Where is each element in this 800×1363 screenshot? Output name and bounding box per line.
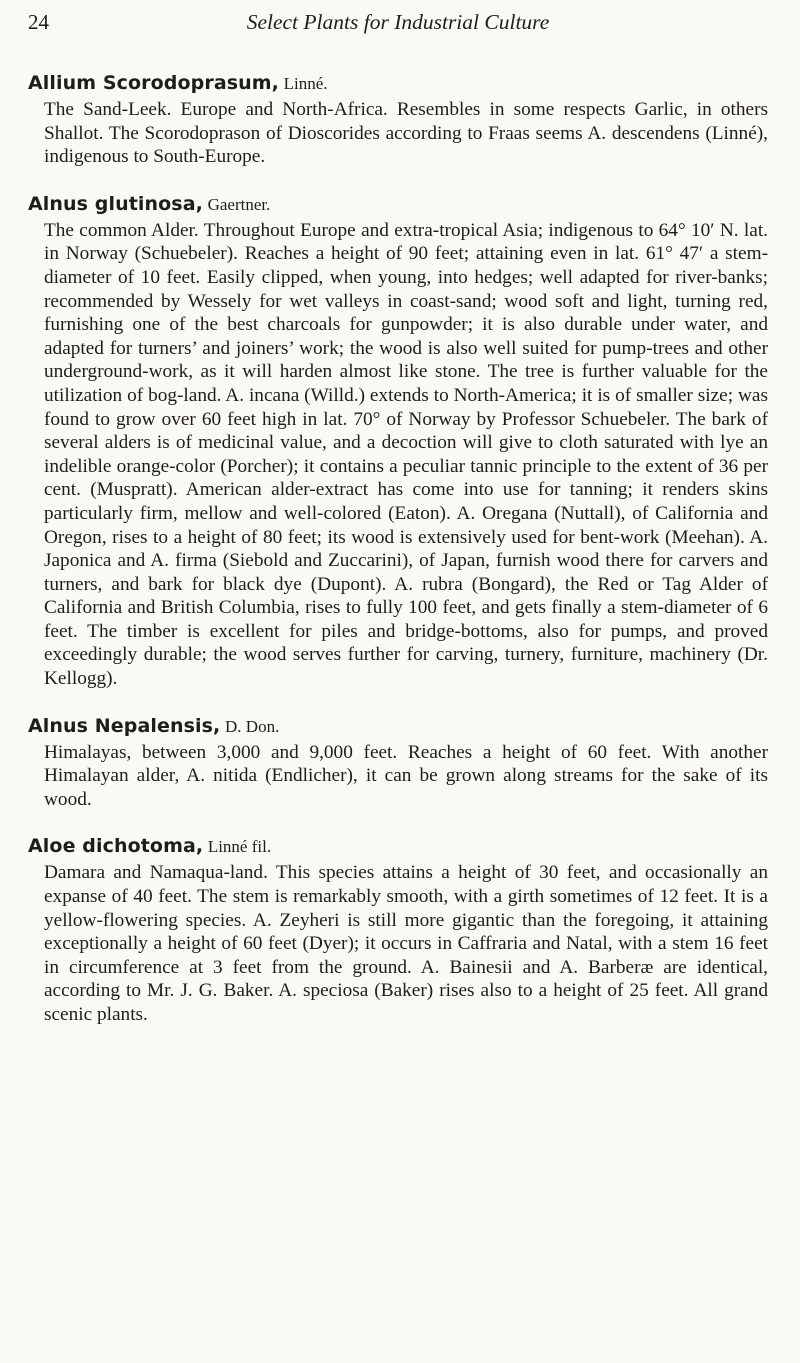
running-head: [28, 10, 768, 48]
page-number: 24: [28, 10, 49, 34]
species-authority: Gaertner.: [207, 194, 271, 214]
entry-body: Himalayas, between 3,000 and 9,000 feet. Reaches a height of 60 feet. With another Himalayan alder, A. nitida (Endlicher), it can be grown along streams for the sake of its wood.: [44, 741, 768, 810]
book-page: [28, 10, 768, 1027]
entry-aloe-dichotoma: [28, 833, 768, 1026]
entry-alnus-glutinosa: [28, 191, 768, 691]
entry-alnus-nepalensis: [28, 713, 768, 812]
entry-heading: [28, 70, 768, 98]
entry-body: Damara and Namaqua-land. This species attains a height of 30 feet, and occasionally an expanse of 40 feet. The stem is remarkably smooth, with a girth sometimes of 12 feet. It is a yellow-flowering species. A. Zeyheri is still more gigantic than the foregoing, it attaining exceptionally a height of 60 feet (Dyer); it occurs in Caffraria and Natal, with a stem 16 feet in circumference at 3 feet from the ground. A. Bainesii and A. Barberæ are identical, according to Mr. J. G. Baker. A. speciosa (Baker) rises also to a height of 25 feet. All grand scenic plants.: [44, 862, 768, 1025]
species-authority: Linné.: [283, 74, 328, 93]
species-name: Aloe dichotoma,: [28, 835, 204, 858]
entry-heading: [28, 833, 768, 861]
entry-body: The common Alder. Throughout Europe and extra-tropical Asia; indigenous to 64° 10′ N. lat. in Norway (Schuebeler). Reaches a height of 90 feet; attaining even in lat. 61° 47′ a stem-diameter of 10 feet. Easily clipped, when young, into hedges; well adapted for river-banks; recommended by Wessely for wet valleys in coast-sand; wood soft and light, turning red, furnishing one of the best charcoals for gunpowder; it is also durable under water, and adapted for turners’ and joiners’ work; the wood is also well suited for pump-trees and other underground-work, as it will harden almost like stone. The tree is further valuable for the utilization of bog-land. A. incana (Willd.) extends to North-America; it is of smaller size; was found to grow over 60 feet high in lat. 70° of Norway by Professor Schuebeler. The bark of several alders is of medicinal value, and a decoction will give to cloth saturated with lye an indelible orange-color (Porcher); it contains a peculiar tannic principle to the extent of 36 per cent. (Muspratt). American alder-extract has come into use for tanning; it renders skins particularly firm, mellow and well-colored (Eaton). A. Oregana (Nuttall), of California and Oregon, rises to a height of 80 feet; its wood is extensively used for bent-work (Meehan). A. Japonica and A. firma (Siebold and Zuccarini), of Japan, furnish wood there for carvers and turners, and bark for black dye (Dupont). A. rubra (Bongard), the Red or Tag Alder of California and British Columbia, rises to fully 100 feet, and gets finally a stem-diameter of 6 feet. The timber is excellent for piles and bridge-bottoms, also for pumps, and proved exceedingly durable; the wood serves further for carving, turnery, furniture, machinery (Dr. Kellogg).: [44, 219, 768, 690]
species-authority: Linné fil.: [207, 837, 272, 857]
species-authority: D. Don.: [225, 716, 280, 736]
species-name: Alnus glutinosa,: [28, 192, 203, 215]
entry-body: The Sand-Leek. Europe and North-Africa. Resembles in some respects Garlic, in others Shallot. The Scorodoprason of Dioscorides according to Fraas seems A. descendens (Linné), indigenous to South-Europe.: [44, 99, 768, 168]
species-name: Allium Scorodoprasum,: [28, 72, 280, 94]
entry-allium-scorodoprasum: [28, 70, 768, 169]
running-title: Select Plants for Industrial Culture: [246, 10, 550, 34]
entry-heading: [28, 713, 768, 741]
species-name: Alnus Nepalensis,: [28, 714, 221, 737]
entry-heading: [28, 191, 768, 219]
